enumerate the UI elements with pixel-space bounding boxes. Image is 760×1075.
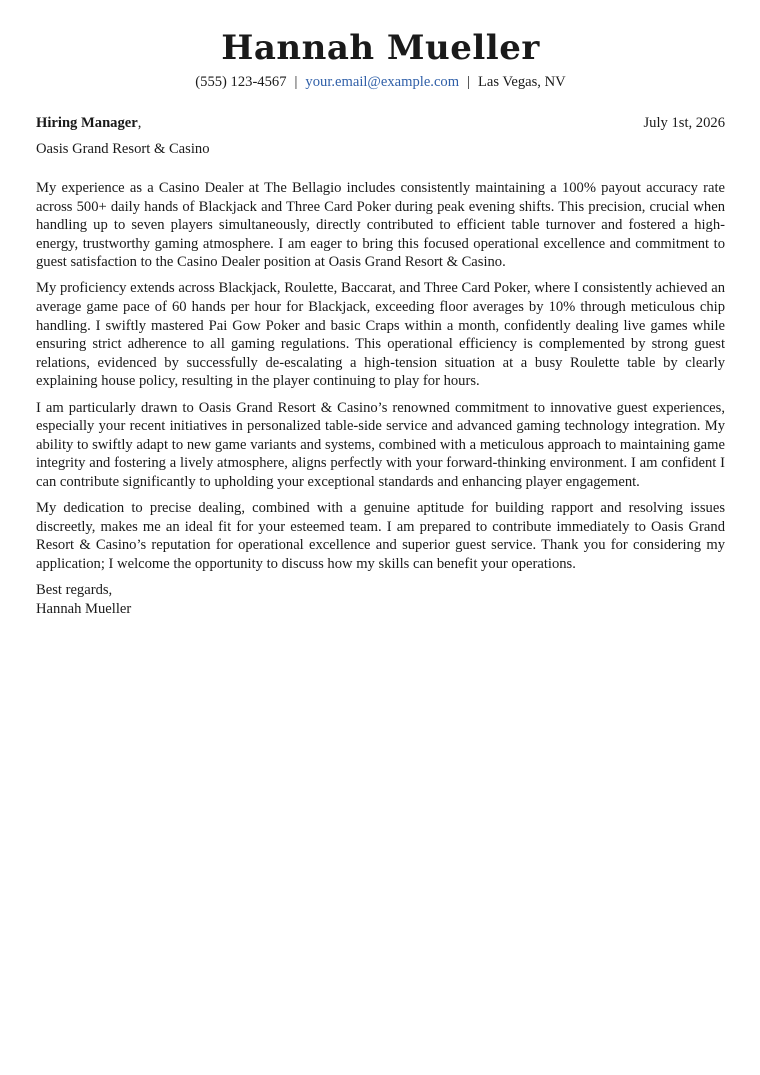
recipient-company: Oasis Grand Resort & Casino	[36, 141, 210, 157]
email-link[interactable]: your.email@example.com	[305, 74, 460, 90]
sign-off: Best regards,	[36, 581, 113, 598]
location-text: Las Vegas, NV	[478, 74, 566, 90]
salutation-name: Hiring Manager	[36, 115, 138, 131]
phone-number: (555) 123-4567	[195, 74, 287, 90]
signature-name: Hannah Mueller	[36, 600, 132, 617]
body-paragraph: I am particularly drawn to Oasis Grand Resort & Casino’s renowned commitment to innovative guest experiences, especially your recent initiatives in personalized table-side service and advanced gaming technology integration. My ability to swiftly adapt to new game variants and systems, combined with a meticulous approach to maintaining game integrity and fostering a lively atmosphere, aligns perfectly with your forward-thinking environment. I am confident I can contribute significantly to upholding your exceptional standards and enhancing player engagement.	[36, 399, 725, 490]
contact-separator: |	[294, 74, 298, 90]
salutation	[36, 114, 141, 132]
contact-separator: |	[467, 74, 470, 90]
letter-date: July 1st, 2026	[643, 115, 725, 131]
letter-body	[36, 179, 725, 619]
body-paragraph: My proficiency extends across Blackjack, Roulette, Baccarat, and Three Card Poker, where I consistently achieved an average game pace of 60 hands per hour for Blackjack, exceeding floor averages by 10% through meticulous chip handling. I swiftly mastered Pai Gow Poker and basic Craps within a month, confidently dealing live games while ensuring strict adherence to all gaming regulations. This operational efficiency is complemented by strong guest relations, evidenced by successfully de-escalating a high-tension situation at a busy Roulette table by clearly explaining house policy, resulting in the player continuing to play for hours.	[36, 280, 725, 390]
body-paragraph: My experience as a Casino Dealer at The Bellagio includes consistently maintaining a 100% payout accuracy rate across 500+ daily hands of Blackjack and Three Card Poker during peak evening shifts. This precision, crucial when handling up to seven players simultaneously, directly contributed to efficient table turnover and fostered a high-energy, trustworthy gaming atmosphere. I am eager to bring this focused operational excellence and commitment to guest satisfaction to the Casino Dealer position at Oasis Grand Resort & Casino.	[36, 180, 725, 271]
body-paragraph: My dedication to precise dealing, combined with a genuine aptitude for building rapport and resolving issues discreetly, makes me an ideal fit for your esteemed team. I am prepared to contribute immediately to Oasis Grand Resort & Casino’s reputation for operational excellence and superior guest service. Thank you for considering my application; I welcome the opportunity to discuss how my skills can benefit your operations.	[36, 500, 725, 572]
greeting-row	[36, 114, 725, 132]
applicant-name-heading: Hannah Mueller	[221, 28, 540, 68]
contact-line	[36, 73, 725, 91]
salutation-punct: ,	[137, 115, 142, 131]
closing-block	[36, 581, 725, 619]
